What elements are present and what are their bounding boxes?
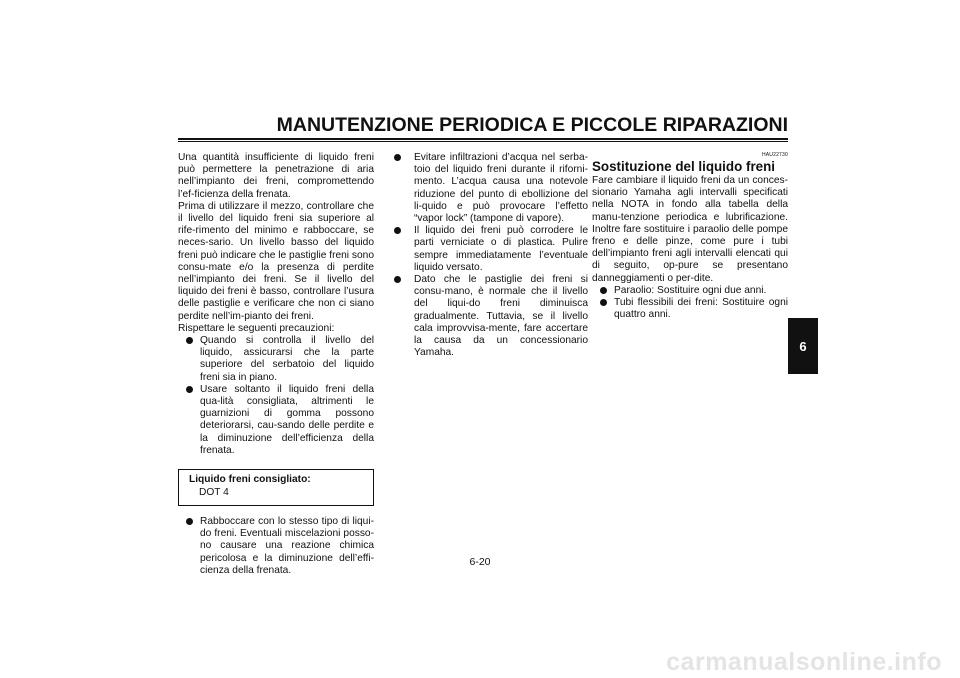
spec-label: Liquido freni consigliato: bbox=[189, 474, 311, 486]
bullet-icon bbox=[600, 299, 607, 306]
list-item-text: Dato che le pastiglie dei freni si consu-mano, è normale che il livello del liqui-do freni diminuisca gradualmente. Tuttavia, se il livello cala improvvisa-mente, fare accertare la causa da un concessionario Yamaha. bbox=[414, 274, 588, 359]
list-item-text: Quando si controlla il livello del liquido, assicurarsi che la parte superiore del serbatoio del liquido freni sia in piano. bbox=[200, 335, 374, 383]
list-item bbox=[186, 384, 374, 457]
bullet-icon bbox=[186, 518, 193, 525]
list-item bbox=[392, 274, 588, 359]
list-item bbox=[600, 297, 788, 321]
section-heading: Sostituzione del liquido freni bbox=[592, 159, 776, 174]
column-middle bbox=[392, 152, 588, 359]
bullet-icon bbox=[186, 337, 193, 344]
list-item-text: Usare soltanto il liquido freni della qua-lità consigliata, altrimenti le guarnizioni di gomma possono deteriorarsi, cau-sando delle perdite e la diminuzione dell’efficienza della frenata. bbox=[200, 383, 374, 456]
page-number: 6-20 bbox=[469, 556, 491, 568]
list-item bbox=[392, 225, 588, 274]
bullet-icon bbox=[394, 154, 401, 161]
list-item bbox=[392, 152, 588, 225]
paragraph: Una quantità insufficiente di liquido freni può permettere la penetrazione di aria nell’impianto dei freni, compromettendo l’ef-ficienza della frenata. bbox=[178, 152, 374, 200]
paragraph: Rispettare le seguenti precauzioni: bbox=[178, 322, 335, 334]
bullet-list bbox=[178, 335, 374, 457]
bullet-list bbox=[392, 152, 588, 359]
bullet-list bbox=[178, 516, 374, 577]
list-item-text: Rabboccare con lo stesso tipo di liqui-do freni. Eventuali miscelazioni posso-no causare una reazione chimica pericolosa e la diminuzione dell’effi-cienza della frenata. bbox=[200, 516, 374, 576]
paragraph: Fare cambiare il liquido freni da un conces-sionario Yamaha agli intervalli specificati nella NOTA in fondo alla tabella della manu-tenzione periodica e lubrificazione. Inoltre fare sostituire i paraolio delle pompe freno e delle pinze, come pure i tubi dell’impianto freni agli intervalli elencati qui di seguito, op-pure se presentano danneggiamenti o per-dite. bbox=[592, 175, 788, 284]
list-item-text: Tubi flessibili dei freni: Sostituire ogni quattro anni. bbox=[614, 297, 788, 321]
bullet-icon bbox=[186, 386, 193, 393]
column-left bbox=[178, 152, 374, 577]
spec-value: DOT 4 bbox=[199, 486, 229, 498]
bullet-icon bbox=[394, 276, 401, 283]
list-item-text: Paraolio: Sostituire ogni due anni. bbox=[614, 284, 767, 296]
bullet-icon bbox=[394, 227, 401, 234]
list-item-text: Evitare infiltrazioni d’acqua nel serba-toio del liquido freni durante il riforni-mento. L’acqua causa una notevole riduzione del punto di ebollizione del li-quido e può provocare l’effetto “vapor lock” (tampone di vapore). bbox=[414, 152, 588, 225]
list-item bbox=[600, 285, 788, 297]
paragraph: Prima di utilizzare il mezzo, controllare che il livello del liquido freni sia superiore al rife-rimento del minimo e rabboccare, se neces-sario. Un livello basso del liquido freni può indicare che le pastiglie freni sono consu-mate e/o la presenza di perdite nell’impianto dei freni. Se il livello del liquido dei freni è basso, controllare l’usura delle pastiglie e verificare che non ci siano perdite nell’im-pianto dei freni. bbox=[178, 200, 374, 322]
bullet-icon bbox=[600, 287, 607, 294]
reference-code: HAU22730 bbox=[761, 152, 788, 158]
chapter-tab: 6 bbox=[788, 318, 818, 374]
watermark: carmanualsonline.info bbox=[666, 648, 942, 676]
bullet-list bbox=[592, 285, 788, 322]
page-header-title: MANUTENZIONE PERIODICA E PICCOLE RIPARAZIONI bbox=[276, 114, 788, 136]
header-rule bbox=[178, 138, 788, 142]
list-item bbox=[186, 516, 374, 577]
column-right bbox=[592, 152, 788, 321]
list-item bbox=[186, 335, 374, 384]
list-item-text: Il liquido dei freni può corrodere le parti verniciate o di plastica. Pulire sempre immediatamente l’eventuale liquido versato. bbox=[414, 225, 588, 273]
spec-box bbox=[178, 469, 374, 506]
